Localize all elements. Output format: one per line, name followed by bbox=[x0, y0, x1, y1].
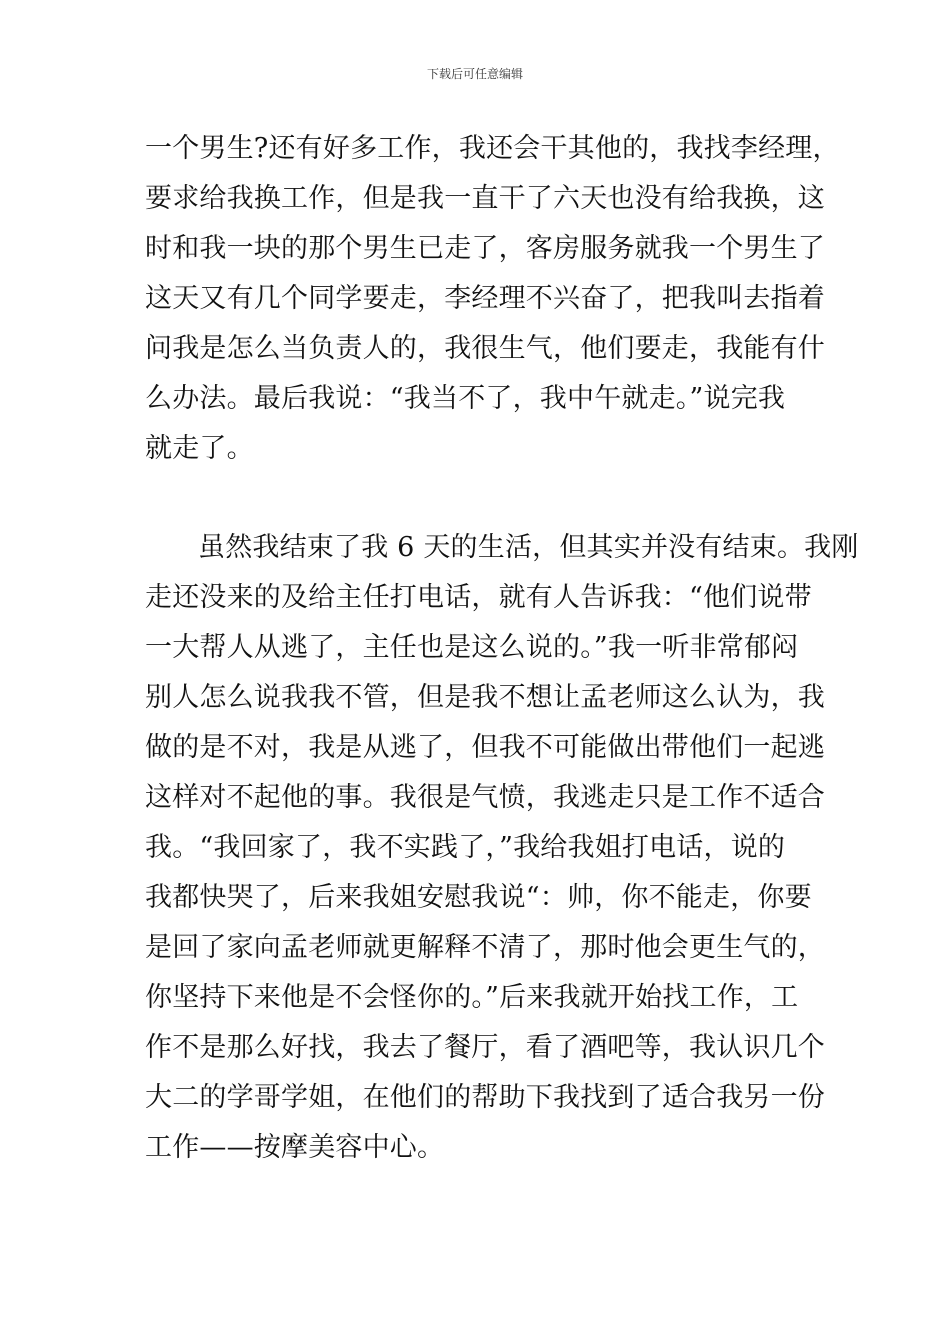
paragraph-line: 虽然我结束了我 6 天的生活，但其实并没有结束。我刚 bbox=[198, 532, 859, 563]
paragraph-line: 一大帮人从逃了，主任也是这么说的。”我一听非常郁闷 bbox=[145, 632, 799, 663]
paragraph-line: 我都快哭了，后来我姐安慰我说“：帅，你不能走，你要 bbox=[145, 882, 812, 913]
paragraph-line: 你坚持下来他是不会怪你的。”后来我就开始找工作，工 bbox=[145, 982, 799, 1013]
paragraph-line: 这天又有几个同学要走，李经理不兴奋了，把我叫去指着 bbox=[145, 283, 825, 314]
page-header: 下载后可任意编辑 bbox=[426, 67, 523, 81]
paragraph-line: 问我是怎么当负责人的，我很生气，他们要走，我能有什 bbox=[145, 333, 825, 364]
paragraph-line: 要求给我换工作，但是我一直干了六天也没有给我换，这 bbox=[145, 183, 825, 214]
paragraph-line: 别人怎么说我我不管，但是我不想让孟老师这么认为，我 bbox=[145, 682, 825, 713]
paragraph-line: 我。“我回家了，我不实践了，”我给我姐打电话，说的 bbox=[145, 832, 786, 863]
paragraph-line: 工作——按摩美容中心。 bbox=[145, 1132, 445, 1163]
paragraph-line: 作不是那么好找，我去了餐厅，看了酒吧等，我认识几个 bbox=[145, 1032, 825, 1063]
paragraph-line: 就走了。 bbox=[145, 433, 254, 464]
paragraph-line: 是回了家向孟老师就更解释不清了，那时他会更生气的， bbox=[145, 932, 825, 963]
paragraph-line: 这样对不起他的事。我很是气愤，我逃走只是工作不适合 bbox=[145, 782, 825, 813]
paragraph-line: 时和我一块的那个男生已走了，客房服务就我一个男生了 bbox=[145, 233, 825, 264]
paragraph-line: 做的是不对，我是从逃了，但我不可能做出带他们一起逃 bbox=[145, 732, 825, 763]
paragraph-line: 大二的学哥学姐，在他们的帮助下我找到了适合我另一份 bbox=[145, 1082, 825, 1113]
paragraph-line: 么办法。最后我说：“我当不了，我中午就走。”说完我 bbox=[145, 383, 786, 414]
paragraph-line: 一个男生?还有好多工作，我还会干其他的，我找李经理， bbox=[145, 133, 840, 164]
paragraph-line: 走还没来的及给主任打电话，就有人告诉我：“他们说带 bbox=[145, 582, 812, 613]
